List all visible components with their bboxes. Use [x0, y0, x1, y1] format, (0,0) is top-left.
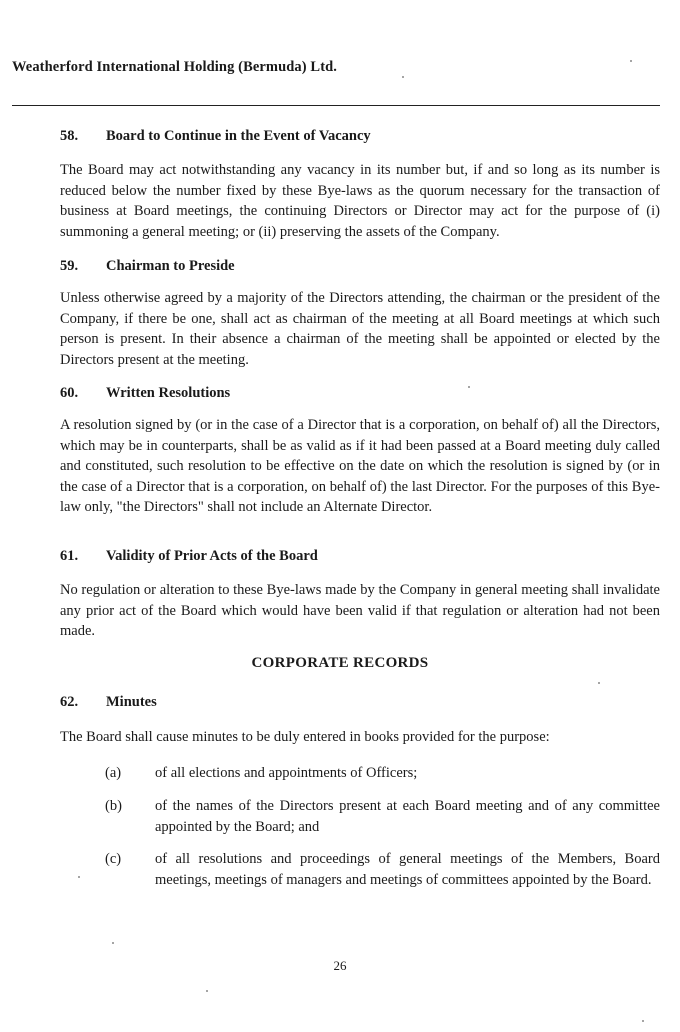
- section-62-intro: The Board shall cause minutes to be duly entered in books provided for the purpose:: [60, 729, 550, 745]
- part-heading: CORPORATE RECORDS: [251, 655, 429, 671]
- scan-speck: [642, 1020, 644, 1022]
- section-title: Written Resolutions: [106, 385, 231, 401]
- list-item-text: of all resolutions and proceedings of general meetings of the Members, Board meetings, meetings of managers and meetings of committees appointed by the Board.: [155, 851, 660, 888]
- list-item-label: (a): [105, 765, 122, 781]
- scan-speck: [630, 60, 632, 62]
- scan-speck: [598, 682, 600, 684]
- section-58-body: The Board may act notwithstanding any vacancy in its number but, if and so long as its number is reduced below the number fixed by these Bye-laws as the quorum necessary for the transaction of business at Board meetings, the continuing Directors or Director may act for the purpose of (i) summoning a general meeting; or (ii) preserving the assets of the Company.: [60, 162, 660, 240]
- section-62-heading: [60, 694, 157, 711]
- list-item-label: (c): [105, 851, 122, 867]
- list-item: [105, 763, 660, 784]
- list-item: [105, 849, 660, 890]
- company-header: Weatherford International Holding (Bermuda) Ltd.: [12, 59, 338, 75]
- section-title: Validity of Prior Acts of the Board: [106, 548, 318, 564]
- section-60-heading: [60, 385, 230, 402]
- section-58-heading: [60, 128, 371, 145]
- list-item-text: of the names of the Directors present at each Board meeting and of any committee appointed by the Board; and: [155, 798, 660, 835]
- scan-speck: [78, 876, 80, 878]
- section-61-heading: [60, 548, 318, 565]
- page-number: 26: [333, 958, 347, 973]
- section-title: Minutes: [106, 694, 157, 710]
- scan-speck: [402, 76, 404, 78]
- section-title: Chairman to Preside: [106, 258, 235, 274]
- scan-speck: [206, 990, 208, 992]
- section-60-body: A resolution signed by (or in the case of a Director that is a corporation, on behalf of) all the Directors, which may be in counterparts, shall be as valid as if it had been passed at a Board meeting duly called and constituted, such resolution to be effective on the date on which the resolution is signed by (or in the case of a Director that is a corporation, on behalf of) the last Director. For the purposes of this Bye-law only, "the Directors" shall not include an Alternate Director.: [60, 417, 660, 516]
- section-title: Board to Continue in the Event of Vacancy: [106, 128, 371, 144]
- section-number: 61.: [60, 548, 79, 564]
- scan-speck: [468, 386, 470, 388]
- section-59-body: Unless otherwise agreed by a majority of the Directors attending, the chairman or the president of the Company, if there be one, shall act as chairman of the meeting at all Board meetings at which such person is present. In their absence a chairman of the meeting shall be appointed or elected by the Directors present at the meeting.: [60, 290, 660, 368]
- list-item-text: of all elections and appointments of Officers;: [155, 765, 418, 781]
- section-61-body: No regulation or alteration to these Bye-laws made by the Company in general meeting shall invalidate any prior act of the Board which would have been valid if that regulation or alteration had not been made.: [60, 582, 660, 640]
- section-number: 62.: [60, 694, 79, 710]
- list-item: [105, 796, 660, 837]
- section-number: 60.: [60, 385, 79, 401]
- scan-speck: [112, 942, 114, 944]
- section-59-heading: [60, 258, 235, 275]
- header-rule: [12, 105, 660, 106]
- section-number: 59.: [60, 258, 79, 274]
- list-item-label: (b): [105, 798, 122, 814]
- section-number: 58.: [60, 128, 79, 144]
